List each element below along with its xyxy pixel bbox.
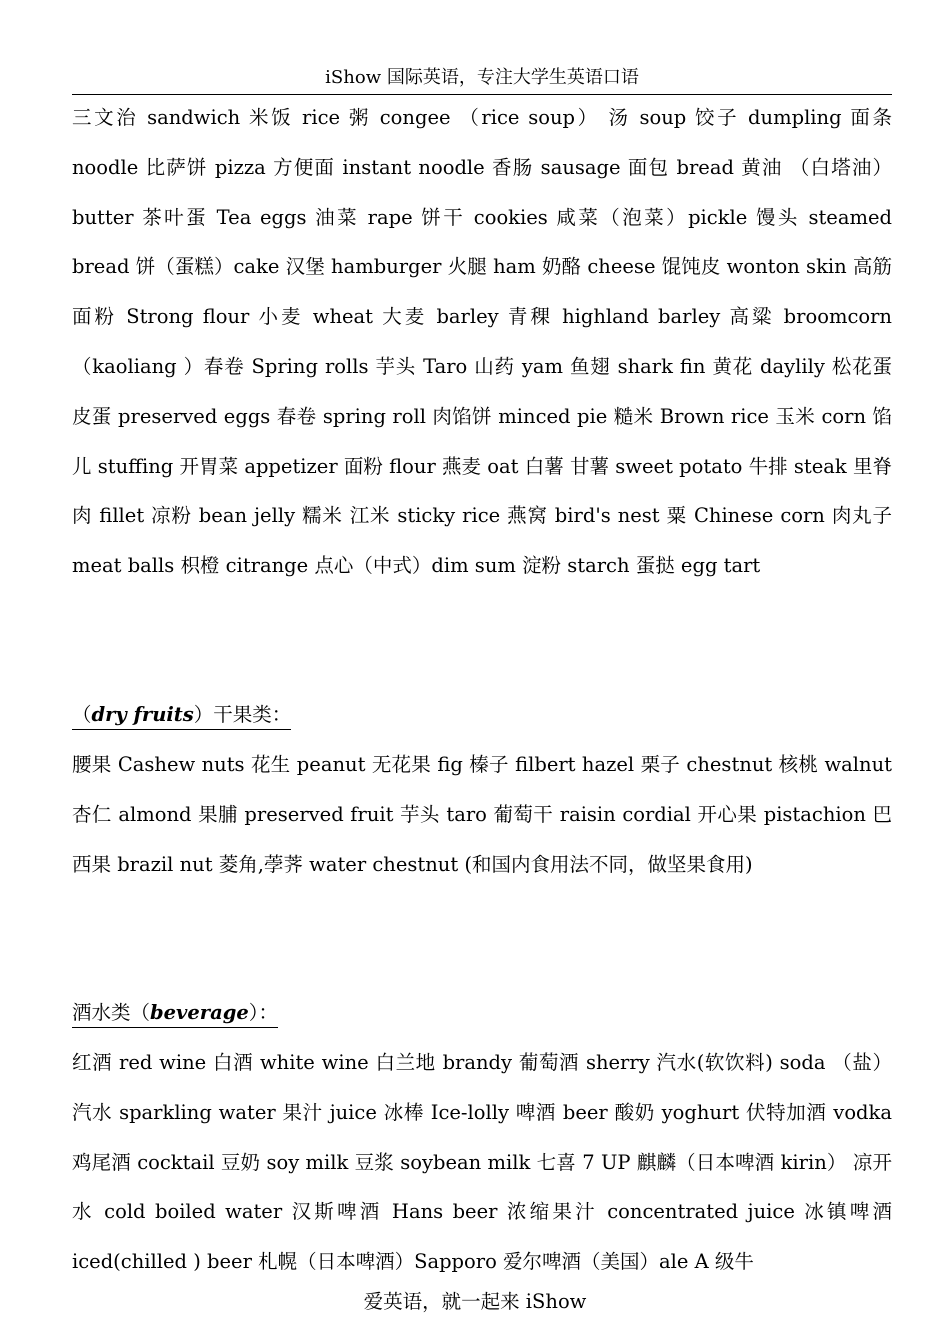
dry-fruits-heading-zh: ）干果类： [193, 703, 292, 726]
page-header: iShow 国际英语，专注大学生英语口语 [325, 67, 639, 88]
beverage-heading-close: ）： [248, 1001, 279, 1024]
beverage-paragraph: 红酒 red wine 白酒 white wine 白兰地 brandy 葡萄酒 sherry 汽水(软饮料) soda （盐）汽水 sparkling water 果汁 juice 冰棒 Ice-lolly 啤酒 beer 酸奶 yoghurt 伏特加酒 vodka 鸡尾酒 cocktail 豆奶 soy milk 豆浆 soybean milk 七喜 7 UP 麒麟（日本啤酒 kirin） 凉开水 cold boiled water 汉斯啤酒 Hans beer 浓缩果汁 concentrated juice 冰镇啤酒 iced(chilled ) beer 札幌（日本啤酒）Sapporo 爱尔啤酒（美国）ale A 级牛 [72, 1051, 892, 1274]
page-footer: 爱英语，就一起来 iShow [363, 1290, 587, 1313]
dry-fruits-heading [72, 702, 291, 730]
dry-fruits-heading-en: dry fruits [91, 703, 194, 726]
beverage-heading [72, 1000, 278, 1028]
staple-foods-paragraph: 三文治 sandwich 米饭 rice 粥 congee （rice soup） 汤 soup 饺子 dumpling 面条 noodle 比萨饼 pizza 方便面 instant noodle 香肠 sausage 面包 bread 黄油 （白塔油）butter 茶叶蛋 Tea eggs 油菜 rape 饼干 cookies 咸菜（泡菜）pickle 馒头 steamed bread 饼（蛋糕）cake 汉堡 hamburger 火腿 ham 奶酪 cheese 馄饨皮 wonton skin 高筋面粉 Strong flour 小麦 wheat 大麦 barley 青稞 highland barley 高粱 broomcorn （kaoliang ）春卷 Spring rolls 芋头 Taro 山药 yam 鱼翅 shark fin 黄花 daylily 松花蛋 皮蛋 preserved eggs 春卷 spring roll 肉馅饼 minced pie 糙米 Brown rice 玉米 corn 馅儿 stuffing 开胃菜 appetizer 面粉 flour 燕麦 oat 白薯 甘薯 sweet potato 牛排 steak 里脊肉 fillet 凉粉 bean jelly 糯米 江米 sticky rice 燕窝 bird's nest 粟 Chinese corn 肉丸子 meat balls 枳橙 citrange 点心（中式）dim sum 淀粉 starch 蛋挞 egg tart [72, 106, 892, 578]
dry-fruits-paragraph: 腰果 Cashew nuts 花生 peanut 无花果 fig 榛子 filbert hazel 栗子 chestnut 核桃 walnut 杏仁 almond 果脯 preserved fruit 芋头 taro 葡萄干 raisin cordial 开心果 pistachion 巴西果 brazil nut 菱角,荸荠 water chestnut (和国内食用法不同，做坚果食用) [72, 753, 892, 876]
dry-fruits-heading-open: （ [72, 703, 92, 726]
beverage-heading-zh: 酒水类（ [72, 1001, 151, 1024]
beverage-heading-en: beverage [150, 1001, 249, 1024]
